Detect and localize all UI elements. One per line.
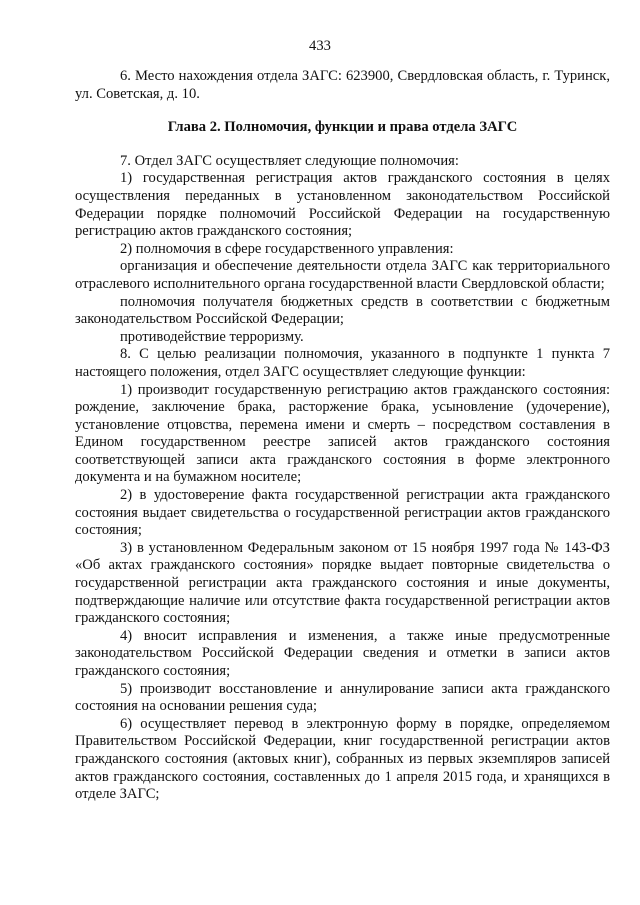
paragraph: 2) в удостоверение факта государственной регистрации акта гражданского состояния выдает свидетельства о государственной регистрации актов гражданского состояния; bbox=[75, 487, 610, 539]
page-number: 433 bbox=[309, 38, 331, 54]
paragraph: 6) осуществляет перевод в электронную форму в порядке, определяемом Правительством Российской Федерации, книг государственной регистрации актов гражданского состояния (актовых книг), собранных из первых экземпляров записей актов гражданского состояния, составленных до 1 апреля 2015 года, и хранящихся в отделе ЗАГС; bbox=[75, 715, 610, 803]
paragraph: 8. С целью реализации полномочия, указанного в подпункте 1 пункта 7 настоящего положения, отдел ЗАГС осуществляет следующие функции: bbox=[75, 346, 610, 380]
paragraph-location: 6. Место нахождения отдела ЗАГС: 623900, Свердловская область, г. Туринск, ул. Советская, д. 10. bbox=[75, 68, 610, 102]
paragraph: 5) производит восстановление и аннулирование записи акта гражданского состояния на основании решения суда; bbox=[75, 680, 610, 715]
paragraph: 3) в установленном Федеральным законом от 15 ноября 1997 года № 143-ФЗ «Об актах гражданского состояния» порядке выдает повторные свидетельства о государственной регистрации акта гражданского состояния и иные документы, подтверждающие наличие или отсутствие факта государственной регистрации актов гражданского состояния; bbox=[75, 539, 610, 627]
paragraph: организация и обеспечение деятельности отдела ЗАГС как территориального отраслевого исполнительного органа государственной власти Свердловской области; bbox=[75, 258, 610, 292]
paragraph: 7. Отдел ЗАГС осуществляет следующие полномочия: bbox=[120, 152, 459, 169]
paragraph: 2) полномочия в сфере государственного управления: bbox=[120, 240, 454, 257]
paragraph: 1) производит государственную регистрацию актов гражданского состояния: рождение, заключение брака, расторжение брака, усыновление (удочерение), установление отцовства, перемена имени и смерть – посредством составления в Едином государственном реестре записей актов гражданского состояния соответствующей записи акта гражданского состояния в форме электронного документа и на бумажном носителе; bbox=[75, 381, 610, 486]
chapter-title: Глава 2. Полномочия, функции и права отдела ЗАГС bbox=[167, 119, 518, 136]
paragraph: полномочия получателя бюджетных средств в соответствии с бюджетным законодательством Российской Федерации; bbox=[75, 293, 610, 328]
paragraph: 1) государственная регистрация актов гражданского состояния в целях осуществления переданных в установленном законодательством Российской Федерации порядке полномочий Российской Федерации на государственную регистрацию актов гражданского состояния; bbox=[75, 170, 610, 240]
document-body bbox=[75, 68, 610, 804]
paragraph: 4) вносит исправления и изменения, а также иные предусмотренные законодательством Российской Федерации сведения и отметки в записи актов гражданского состояния; bbox=[75, 627, 610, 679]
paragraph: противодействие терроризму. bbox=[120, 328, 304, 345]
